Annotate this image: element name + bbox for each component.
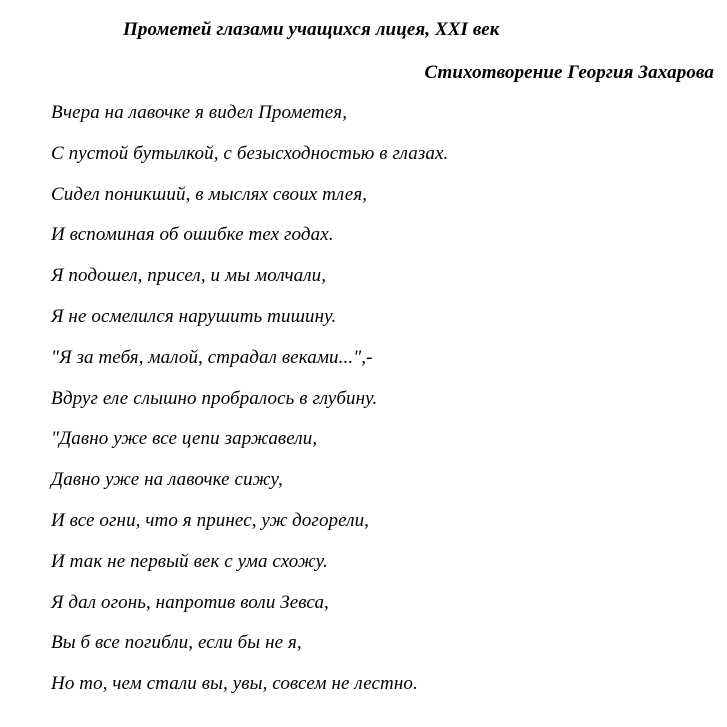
poem-line: Вы б все погибли, если бы не я, [51,632,302,654]
poem-line: С пустой бутылкой, с безысходностью в глазах. [51,142,449,164]
poem-line: Давно уже на лавочке сижу, [51,469,283,491]
poem-line: И так не первый век с ума схожу. [51,550,328,572]
poem-line: "Давно уже все цепи заржавели, [51,428,318,450]
document-subtitle: Стихотворение Георгия Захарова [424,62,714,83]
document-title: Прометей глазами учащихся лицея, XXI век [123,19,500,40]
poem-line: Я дал огонь, напротив воли Зевса, [51,591,329,613]
poem-line: И вспоминая об ошибке тех годах. [51,224,334,246]
poem-line: Вдруг еле слышно пробралось в глубину. [51,387,378,409]
poem-body [51,101,448,713]
poem-line: Я не осмелился нарушить тишину. [51,305,337,327]
poem-line: И все огни, что я принес, уж догорели, [51,509,370,531]
poem-line: Я подошел, присел, и мы молчали, [51,265,327,287]
poem-line: Вчера на лавочке я видел Прометея, [51,102,348,123]
poem-line: Но то, чем стали вы, увы, совсем не лестно. [51,673,418,695]
poem-line: Сидел поникший, в мыслях своих тлея, [51,183,368,205]
poem-line: "Я за тебя, малой, страдал веками...",- [51,346,373,368]
